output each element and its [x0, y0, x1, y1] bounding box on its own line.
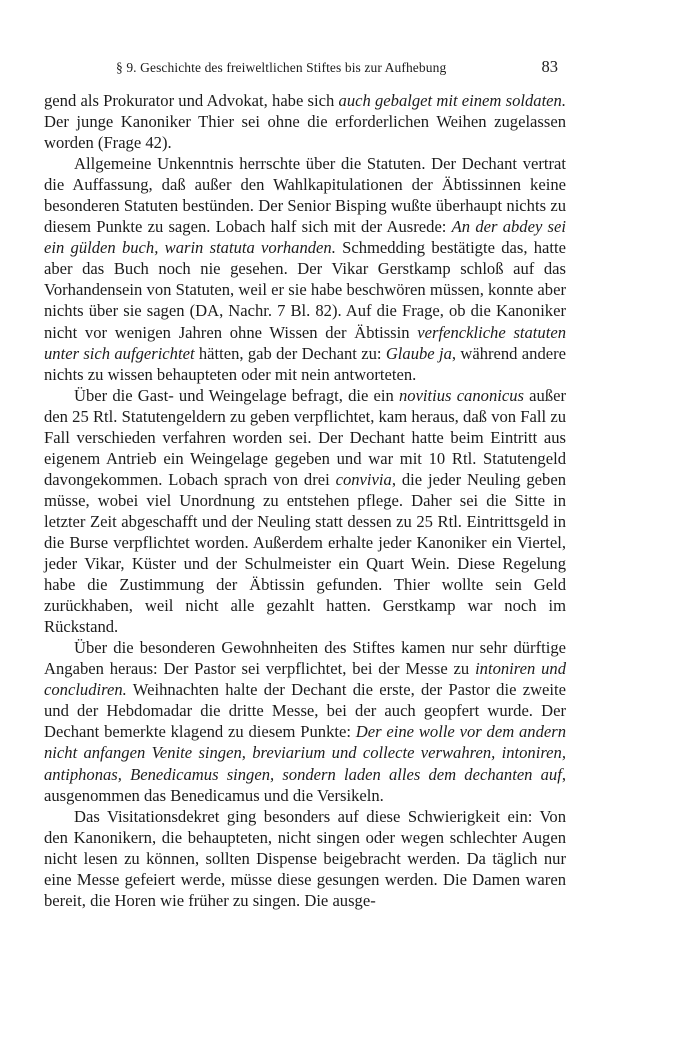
italic-quote: novitius canonicus: [398, 385, 524, 405]
text-run: Schmedding bestätigte das, hatte aber das Buch noch nie gesehen. Der Vikar Gerstkamp schloß auf das Vorhandensein von Statuten, weil er sie habe beschwören müssen, konnte aber nichts über sie sagen (DA, Nachr. 7 Bl. 82). Auf die Frage, ob die Kanoniker nicht vor wenigen Jahren ohne Wissen der Äbtissin: [44, 238, 566, 342]
text-run: Über die besonderen Gewohnheiten des Stiftes kamen nur sehr dürftige Angaben heraus: Der Pastor sei verpflichtet, bei der Messe zu: [44, 638, 566, 679]
text-run: , während andere nichts zu wissen behaupteten oder mit nein antworteten.: [44, 343, 566, 384]
text-run: Der junge Kanoniker Thier sei ohne die erforderlichen Weihen zugelassen worden (Frage 42).: [44, 112, 566, 153]
text-run: Das Visitationsdekret ging besonders auf diese Schwierigkeit ein: Von den Kanonikern, die behaupteten, nicht singen oder wegen schlechter Augen nicht lesen zu können, sollten Dispense beigebracht werden. Da täglich nur eine Messe gefeiert werde, müsse diese gesungen werden. Die Damen waren bereit, die Horen wie früher zu singen. Die ausge-: [44, 806, 566, 910]
text-run: Weihnachten halte der Dechant die erste, der Pastor die zweite und der Hebdomadar die dritte Messe, bei der auch geopfert wurde. Der Dechant bemerkte klagend zu diesem Punkte:: [44, 680, 566, 742]
running-header: [44, 58, 566, 84]
running-title: § 9. Geschichte des freiweltlichen Stiftes bis zur Aufhebung: [116, 60, 447, 75]
text-run: hätten, gab der Dechant zu:: [194, 343, 386, 363]
text-run: außer den 25 Rtl. Statutengeldern zu geben verpflichtet, kam heraus, daß von Fall zu Fall verschieden verfahren worden sei. Der Dechant hatte beim Eintritt aus eigenem Antrieb ein Weingelage gegeben und war mit 10 Rtl. Statutengeld davongekommen. Lobach sprach von drei: [44, 385, 567, 489]
italic-quote: convivia: [335, 469, 392, 489]
paragraph-4: [44, 637, 566, 805]
italic-quote: verfenckliche statuten unter sich aufgerichtet: [44, 322, 566, 363]
paragraph-5: [44, 806, 566, 911]
italic-quote: Glaube ja: [385, 343, 452, 363]
italic-quote: An der abdey sei ein gülden buch, warin statuta vorhanden.: [44, 217, 566, 258]
italic-quote: intoniren und concludiren.: [44, 659, 567, 700]
paragraph-2: [44, 153, 566, 385]
body-text: [44, 90, 566, 911]
paragraph-1: [44, 90, 566, 153]
page-number: 83: [541, 57, 558, 76]
text-run: gend als Prokurator und Advokat, habe sich: [44, 91, 339, 110]
text-run: , ausgenommen das Benedicamus und die Versikeln.: [44, 764, 566, 805]
book-page: [44, 58, 566, 911]
paragraph-3: [44, 385, 566, 638]
text-run: , die jeder Neuling geben müsse, wobei viel Unordnung zu entstehen pflege. Daher sei die Sitte in letzter Zeit abgeschafft und der Neuling statt dessen zu 25 Rtl. Eintrittsgeld in die Burse verpflichtet worden. Außerdem erhalte jeder Kanoniker ein Viertel, jeder Vikar, Küster und der Schulmeister ein Quart Wein. Diese Regelung habe die Zustimmung der Äbtissin gefunden. Thier wollte sein Geld zurückhaben, weil nicht alle gezahlt hatten. Gerstkamp war noch im Rückstand.: [44, 469, 566, 637]
italic-quote: Der eine wolle vor dem andern nicht anfangen Venite singen, breviarium und collecte verwahren, intoniren, antiphonas, Benedicamus singen, sondern laden alles dem dechanten auf: [44, 722, 566, 784]
text-run: Über die Gast- und Weingelage befragt, die ein: [74, 385, 399, 405]
italic-quote: auch gebalget mit einem soldaten.: [338, 91, 566, 110]
text-run: Allgemeine Unkenntnis herrschte über die Statuten. Der Dechant vertrat die Auffassung, daß außer den Wahlkapitulationen der Äbtissinnen keine besonderen Statuten bestünden. Der Senior Bisping wußte überhaupt nichts zu diesem Punkte zu sagen. Lobach half sich mit der Ausrede:: [44, 154, 566, 237]
